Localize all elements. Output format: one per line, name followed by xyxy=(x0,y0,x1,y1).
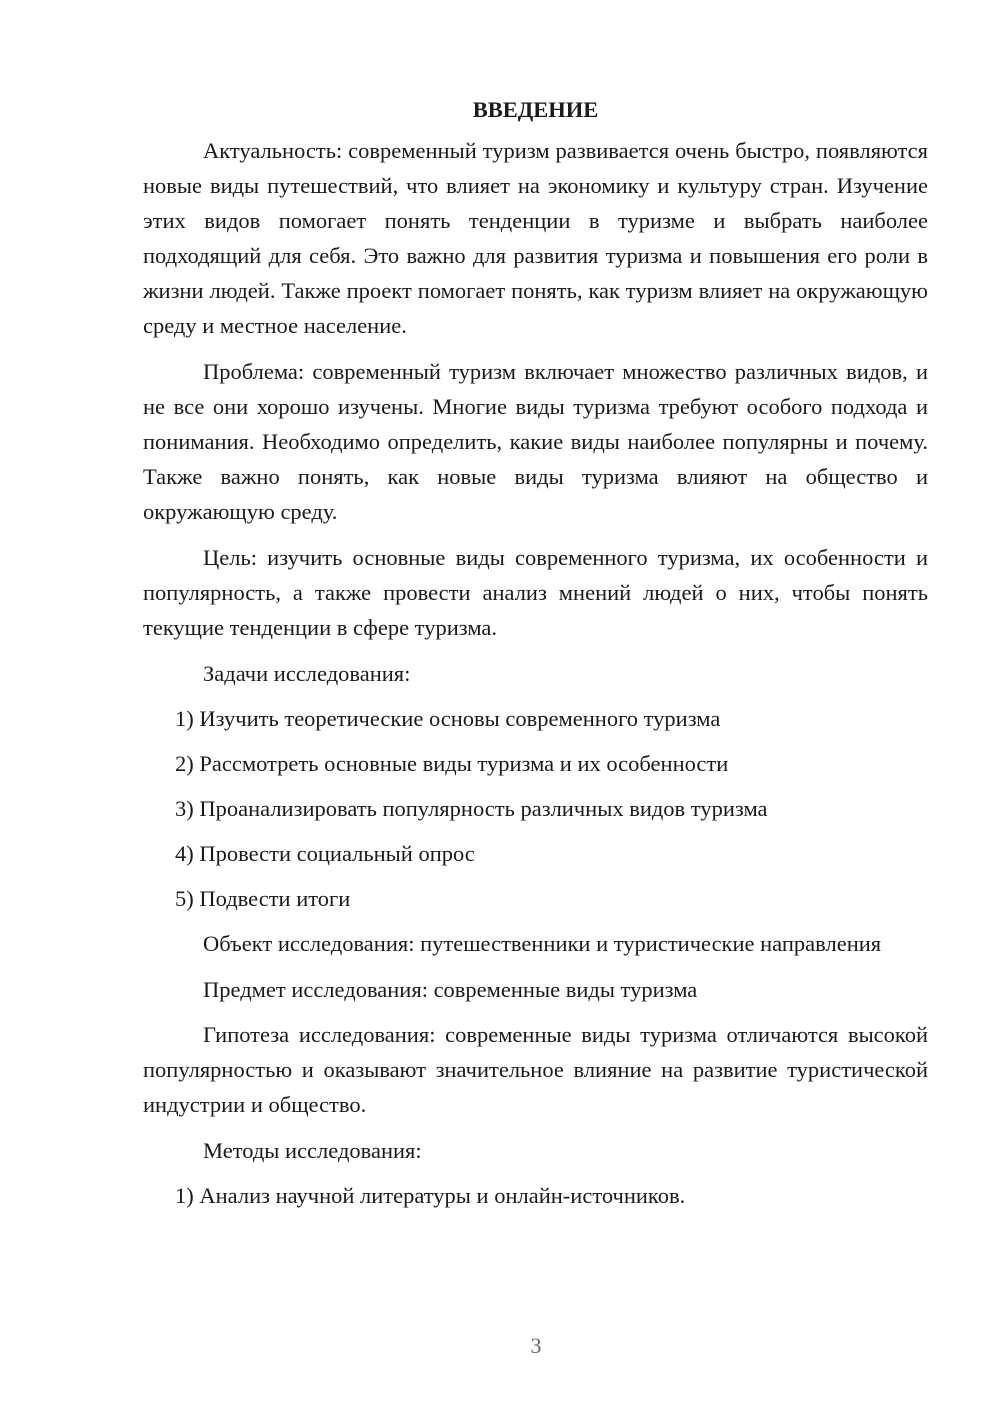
task-item: 4) Провести социальный опрос xyxy=(175,841,475,866)
task-item: 3) Проанализировать популярность различных видов туризма xyxy=(175,796,768,821)
task-item: 5) Подвести итоги xyxy=(175,886,351,911)
tasks-heading: Задачи исследования: xyxy=(203,661,411,686)
page-content xyxy=(143,92,928,1223)
relevance-paragraph: Актуальность: современный туризм развивается очень быстро, появляются новые виды путешествий, что влияет на экономику и культуру стран. Изучение этих видов помогает понять тенденции в туризме и выбрать наиболее подходящий для себя. Это важно для развития туризма и повышения его роли в жизни людей. Также проект помогает понять, как туризм влияет на окружающую среду и местное население. xyxy=(143,138,928,338)
method-item: 1) Анализ научной литературы и онлайн-источников. xyxy=(175,1183,686,1208)
hypothesis-paragraph: Гипотеза исследования: современные виды туризма отличаются высокой популярностью и оказывают значительное влияние на развитие туристической индустрии и общество. xyxy=(143,1022,928,1117)
problem-paragraph: Проблема: современный туризм включает множество различных видов, и не все они хорошо изучены. Многие виды туризма требуют особого подхода и понимания. Необходимо определить, какие виды наиболее популярны и почему. Также важно понять, как новые виды туризма влияют на общество и окружающую среду. xyxy=(143,359,928,524)
subject-paragraph: Предмет исследования: современные виды туризма xyxy=(203,977,698,1002)
task-item: 2) Рассмотреть основные виды туризма и их особенности xyxy=(175,751,729,776)
methods-heading: Методы исследования: xyxy=(203,1138,422,1163)
page-number: 3 xyxy=(530,1333,542,1358)
page-title: ВВЕДЕНИЕ xyxy=(472,97,599,122)
goal-paragraph: Цель: изучить основные виды современного туризма, их особенности и популярность, а также провести анализ мнений людей о них, чтобы понять текущие тенденции в сфере туризма. xyxy=(143,545,928,640)
object-paragraph: Объект исследования: путешественники и туристические направления xyxy=(203,931,882,956)
task-item: 1) Изучить теоретические основы современного туризма xyxy=(175,706,721,731)
